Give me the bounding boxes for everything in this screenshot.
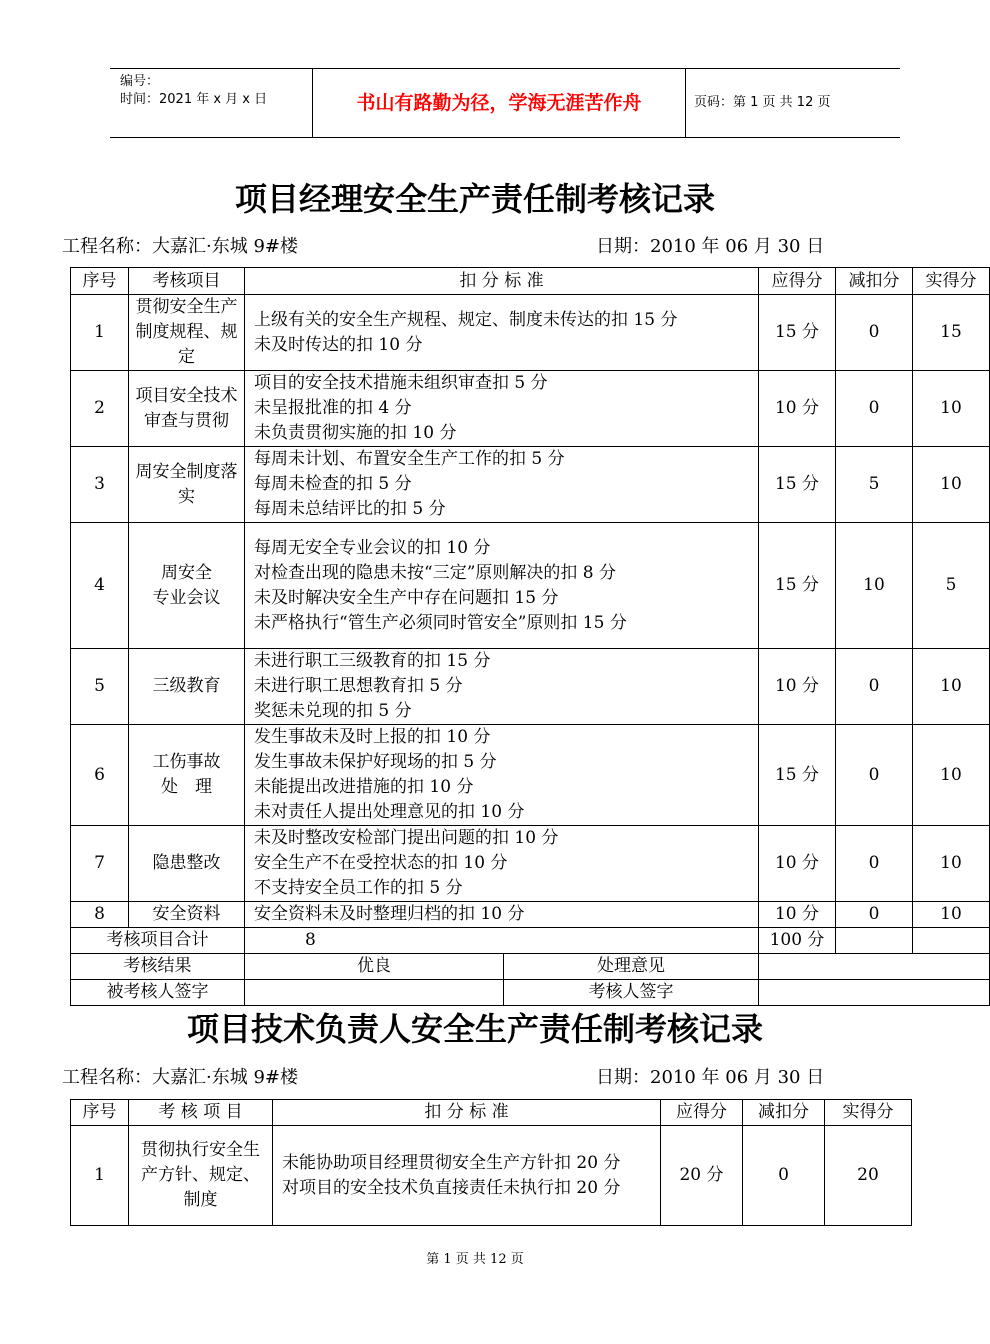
assessment-item: 三级教育	[129, 649, 245, 725]
deduction-standard: 每周无安全专业会议的扣 10 分 对检查出现的隐患未按“三定”原则解决的扣 8 分 未及时解决安全生产中存在问题扣 15 分 未严格执行“管生产必须同时管安全”原则扣 15 分	[245, 523, 759, 649]
deduction-standard: 未进行职工三级教育的扣 15 分 未进行职工思想教育扣 5 分 奖惩未兑现的扣 5 分	[245, 649, 759, 725]
result-label: 考核结果	[71, 954, 245, 980]
section2-title: 项目技术负责人安全生产责任制考核记录	[186, 1010, 763, 1048]
due-score: 15 分	[759, 725, 836, 826]
deducted-score: 0	[836, 649, 913, 725]
table-row	[71, 826, 990, 902]
actual-score: 10	[913, 725, 990, 826]
total-score: 100 分	[759, 928, 836, 954]
actual-score: 20	[825, 1126, 912, 1226]
column-header: 序号	[71, 1100, 129, 1126]
deduction-standard: 上级有关的安全生产规程、规定、制度未传达的扣 15 分 未及时传达的扣 10 分	[245, 295, 759, 371]
column-header: 实得分	[825, 1100, 912, 1126]
column-header: 减扣分	[836, 268, 913, 295]
column-header: 序号	[71, 268, 129, 295]
time-label: 时间：2021 年 x 月 x 日	[120, 92, 268, 107]
deducted-score: 0	[836, 295, 913, 371]
due-score: 15 分	[759, 295, 836, 371]
actual-score: 10	[913, 371, 990, 447]
deduction-standard: 每周未计划、布置安全生产工作的扣 5 分 每周未检查的扣 5 分 每周未总结评比的扣 5 分	[245, 447, 759, 523]
deduction-standard: 未能协助项目经理贯彻安全生产方针扣 20 分 对项目的安全技术负直接责任未执行扣 20 分	[273, 1126, 661, 1226]
column-header: 应得分	[759, 268, 836, 295]
column-header: 考核项目	[129, 268, 245, 295]
column-header: 考 核 项 目	[129, 1100, 273, 1126]
section1-title: 项目经理安全生产责任制考核记录	[234, 180, 715, 218]
row-number: 5	[71, 649, 129, 725]
header-motto: 书山有路勤为径，学海无涯苦作舟	[312, 69, 686, 137]
assessment-item: 工伤事故 处 理	[129, 725, 245, 826]
deducted-score: 5	[836, 447, 913, 523]
signature-row	[71, 980, 990, 1006]
table-row	[71, 523, 990, 649]
row-number: 7	[71, 826, 129, 902]
deducted-score: 0	[836, 826, 913, 902]
result-value: 优良	[245, 954, 504, 979]
table-header-row	[71, 268, 990, 295]
row-number: 4	[71, 523, 129, 649]
assessment-item: 贯彻执行安全生产方针、规定、制度	[129, 1126, 273, 1226]
table-header-row	[71, 1100, 912, 1126]
deducted-score: 10	[836, 523, 913, 649]
header-page-info: 页码：第 1 页 共 12 页	[694, 95, 831, 110]
assessment-item: 项目安全技术审查与贯彻	[129, 371, 245, 447]
total-count: 8	[245, 928, 759, 954]
deducted-score: 0	[836, 725, 913, 826]
row-number: 1	[71, 1126, 129, 1226]
table-row	[71, 649, 990, 725]
due-score: 15 分	[759, 523, 836, 649]
section2-project-name: 工程名称：大嘉汇·东城 9#楼	[62, 1067, 298, 1088]
deduction-standard: 发生事故未及时上报的扣 10 分 发生事故未保护好现场的扣 5 分 未能提出改进措施的扣 10 分 未对责任人提出处理意见的扣 10 分	[245, 725, 759, 826]
page-footer: 第 1 页 共 12 页	[426, 1252, 524, 1267]
total-deduct	[836, 928, 913, 954]
assessment-item: 周安全制度落 实	[129, 447, 245, 523]
actual-score: 10	[913, 649, 990, 725]
actual-score: 10	[913, 902, 990, 928]
section2-date: 日期：2010 年 06 月 30 日	[596, 1067, 825, 1088]
total-label: 考核项目合计	[71, 928, 245, 954]
actual-score: 10	[913, 826, 990, 902]
table-row	[71, 295, 990, 371]
opinion-label: 处理意见	[597, 956, 665, 976]
header-left-cell	[110, 69, 312, 137]
row-number: 3	[71, 447, 129, 523]
opinion-value	[759, 954, 990, 980]
assessor-signature-value	[759, 980, 990, 1006]
column-header: 减扣分	[743, 1100, 825, 1126]
due-score: 20 分	[661, 1126, 743, 1226]
column-header: 扣 分 标 准	[245, 268, 759, 295]
section1-date: 日期：2010 年 06 月 30 日	[596, 236, 825, 257]
deducted-score: 0	[743, 1126, 825, 1226]
due-score: 15 分	[759, 447, 836, 523]
section2-assessment-table	[70, 1099, 912, 1226]
deduction-standard: 项目的安全技术措施未组织审查扣 5 分 未呈报批准的扣 4 分 未负责贯彻实施的扣 10 分	[245, 371, 759, 447]
table-row	[71, 447, 990, 523]
deduction-standard: 未及时整改安检部门提出问题的扣 10 分 安全生产不在受控状态的扣 10 分 不支持安全员工作的扣 5 分	[245, 826, 759, 902]
row-number: 2	[71, 371, 129, 447]
actual-score: 5	[913, 523, 990, 649]
due-score: 10 分	[759, 826, 836, 902]
result-value-cell	[245, 954, 759, 980]
row-number: 8	[71, 902, 129, 928]
deducted-score: 0	[836, 371, 913, 447]
section1-assessment-table	[70, 267, 990, 1006]
section1-project-name: 工程名称：大嘉汇·东城 9#楼	[62, 236, 298, 257]
column-header: 实得分	[913, 268, 990, 295]
assessee-signature-value	[245, 980, 504, 1005]
deducted-score: 0	[836, 902, 913, 928]
table-row	[71, 1126, 912, 1226]
due-score: 10 分	[759, 371, 836, 447]
assessee-signature-label: 被考核人签字	[71, 980, 245, 1006]
actual-score: 15	[913, 295, 990, 371]
document-header	[110, 68, 900, 138]
deduction-standard: 安全资料未及时整理归档的扣 10 分	[245, 902, 759, 928]
signature-cell	[245, 980, 759, 1006]
result-row	[71, 954, 990, 980]
table-row	[71, 902, 990, 928]
total-actual	[913, 928, 990, 954]
due-score: 10 分	[759, 902, 836, 928]
assessor-signature-label: 考核人签字	[588, 982, 674, 1002]
assessment-item: 贯彻安全生产制度规程、规定	[129, 295, 245, 371]
assessment-item: 周安全 专业会议	[129, 523, 245, 649]
column-header: 应得分	[661, 1100, 743, 1126]
column-header: 扣 分 标 准	[273, 1100, 661, 1126]
row-number: 1	[71, 295, 129, 371]
actual-score: 10	[913, 447, 990, 523]
assessment-item: 隐患整改	[129, 826, 245, 902]
table-row	[71, 725, 990, 826]
table-row	[71, 371, 990, 447]
due-score: 10 分	[759, 649, 836, 725]
assessment-item: 安全资料	[129, 902, 245, 928]
total-row	[71, 928, 990, 954]
number-label: 编号：	[120, 74, 160, 89]
row-number: 6	[71, 725, 129, 826]
